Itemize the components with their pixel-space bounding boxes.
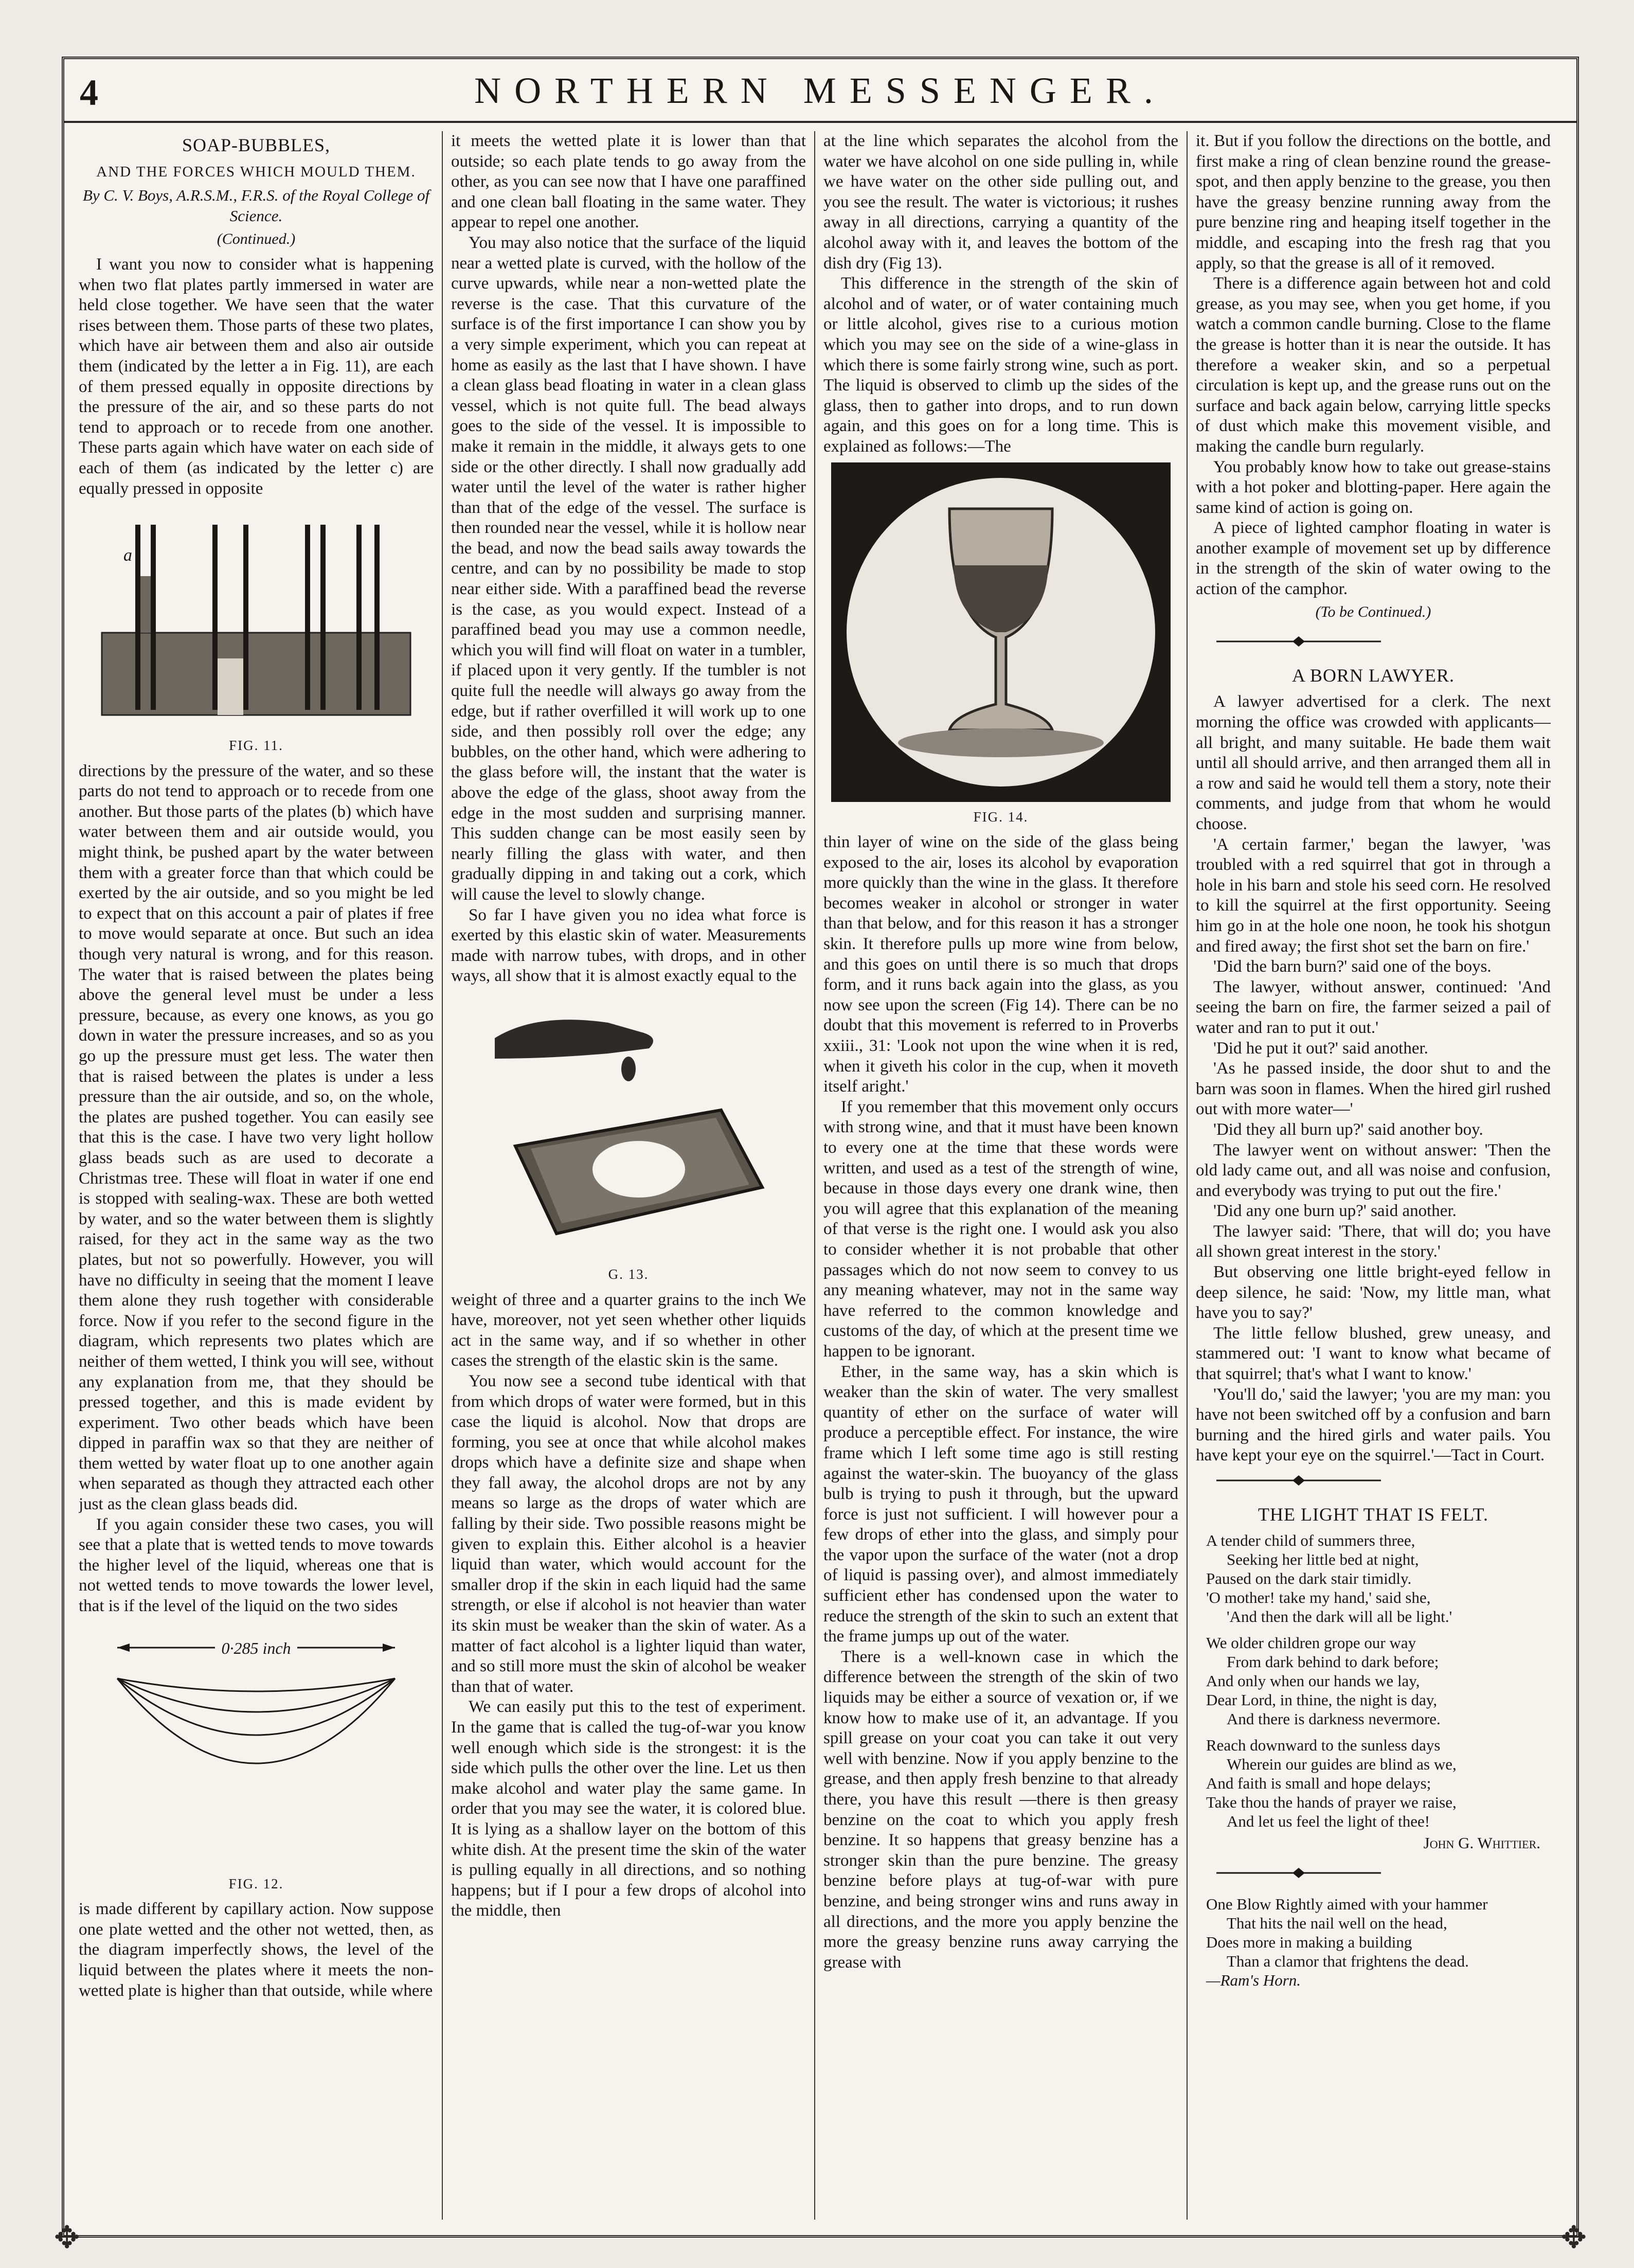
paragraph: A piece of lighted camphor floating in water is another example of movement set up by difference in the strength of the skin of water owing to the action of the camphor. [1196,519,1551,599]
poem-line: Dear Lord, in thine, the night is day, [1206,1691,1438,1709]
column-rule [814,131,815,2220]
paragraph: If you remember that this movement only occurs with strong wine, and that it must have been known to every one at the time that these words were written, and used as a test of the strength of wine, because in those days every one drank wine, then you will agree that this explanation of the meaning of that verse is the right one. I would ask you also to consider whether it is not probable that other passages which do not now seem to convey to us any meaning whatever, may not in the same way have referred to the common knowledge and customs of the day, of which at the present time we happen to be ignorant. [823,1097,1178,1361]
verse-line: Does more in making a building [1206,1933,1412,1952]
verse-source: —Ram's Horn. [1206,1971,1301,1990]
paragraph: You probably know how to take out grease-stains with a hot poker and blotting-paper. Here again the same kind of action is going on. [1196,457,1551,517]
lawyer-paragraph: 'Did any one burn up?' said another. [1213,1202,1457,1221]
fig-14-illustration [831,462,1171,802]
page-number: 4 [80,72,98,113]
article-title: SOAP-BUBBLES, [182,135,331,155]
paragraph: This difference in the strength of the skin of alcohol and of water, or of water containing much or little alcohol, gives rise to a curious motion which you may see on the side of a wine-glass in which there is some fairly strong wine, such as port. The liquid is observed to climb up the sides of the glass, then to gather into drops, and to run down again, and this goes on for a long time. This is explained as follows:—The [823,274,1178,456]
lawyer-paragraph: 'You'll do,' said the lawyer; 'you are my man: you have not been switched off by a confusion and barn burning and the hired girls and water pails. You have kept your eye on the squirrel.'—Tact in Court. [1196,1385,1551,1465]
verse-body [1206,1895,1551,1990]
column-3 [823,131,1178,2220]
paragraph: So far I have given you no idea what force is exerted by this elastic skin of water. Measurements made with narrow tubes, with drops, and in other ways, all show that it is almost exactly equal to the [451,905,806,986]
poem-line: And only when our hands we lay, [1206,1672,1420,1690]
article-byline: By C. V. Boys, A.R.S.M., F.R.S. of the Royal College of Science. [82,186,430,225]
fig-11-label: a [123,546,132,565]
paragraph: is made different by capillary action. Now suppose one plate wetted and the other not wetted, then, as the diagram imperfectly shows, the level of the liquid between the plates where it meets the non-wetted plate is higher than that outside, while where [79,1900,434,2000]
paragraph: There is a well-known case in which the difference between the strength of the skin of two liquids may be either a source of vexation or, if we know how to make use of it, an advantage. If you spill grease on your coat you can take it out very well with benzine. Now if you apply benzine to the grease, and then apply fresh benzine to that already there, you have this result —there is then greasy benzine on the coat to which you apply fresh benzine. It so happens that greasy benzine has a stronger skin than the pure benzine. The greasy benzine before plays at tug-of-war with pure benzine, and being stronger wins and runs away in all directions, and the more you apply benzine the more the greasy benzine runs away carrying the grease with [823,1647,1178,1972]
paragraph: We can easily put this to the test of experiment. In the game that is called the tug-of-war you know well enough which side is the strongest: it is the side which pulls the other over the line. Let us then make alcohol and water play the same game. In order that you may see the water, it is colored blue. It is lying as a shallow layer on the bottom of this white dish. At the present time the skin of the water is pulling equally in all directions, and so nothing happens; but if I pour a few drops of alcohol into the middle, then [451,1698,806,1920]
paragraph: at the line which separates the alcohol from the water we have alcohol on one side pulling in, while we have water on the other side pulling out, and you see the result. The water is victorious; it rushes away in all directions, carrying a quantity of the alcohol away with it, and leaves the bottom of the dish dry (Fig 13). [823,132,1178,273]
poem-line: 'And then the dark will all be light.' [1227,1608,1452,1626]
to-be-continued: (To be Continued.) [1315,603,1431,620]
poem-line: From dark behind to dark before; [1227,1653,1439,1671]
poem-line: And faith is small and hope delays; [1206,1774,1431,1793]
column-rule [442,131,443,2220]
lawyer-paragraph: 'As he passed inside, the door shut to and the barn was soon in flames. When the hired girl rushed out with more water—' [1196,1059,1551,1119]
paragraph: directions by the pressure of the water, and so these parts do not tend to approach or to recede from one another. But those parts of the plates (b) which have water between them and air outside would, you might think, be pushed apart by the water between them with a greater force than that which could be exerted by the air outside, and so you might be led to expect that on this account a pair of plates if free to move would separate at once. But such an idea though very natural is wrong, and for this reason. The water that is raised between the plates being above the general level must be under a less pressure, because, as every one knows, as you go down in water the pressure increases, and so as you go up the pressure must get less. The water then that is raised between the plates is under a less pressure than the air outside, and so, on the whole, the plates are pushed together. You can easily see that this is the case. I have two very light hollow glass beads such as are used to decorate a Christmas tree. These will float in water if one end is stopped with sealing-wax. These are both wetted by water, and so the water between them is slightly raised, for they act in the same way as the two plates, but not so powerfully. However, you will have no difficulty in seeing that the moment I leave them alone they rush together with considerable force. Now if you refer to the second figure in the diagram, which represents two plates which are neither of them wetted, I think you will see, without any explanation from me, that they should be pressed together, and this is made evident by experiment. Two other beads which have been dipped in paraffin wax so that they are neither of them wetted by water float up to one another again when separated as though they attracted each other just as the clean glass beads did. [79,761,434,1514]
verse-line: That hits the nail well on the head, [1227,1914,1447,1933]
paragraph: Ether, in the same way, has a skin which is weaker than the skin of water. The very smallest quantity of ether on the surface of water will produce a perceptible effect. For instance, the wire frame which I left some time ago is still resting against the water-skin. The buoyancy of the glass bulb is trying to push it through, but the upward force is just not sufficient. I will however pour a few drops of ether into the glass, and simply pour the vapor upon the surface of the water (not a drop of liquid is passing over), and almost immediately sufficient ether has condensed upon the water to reduce the strength of the skin to such an extent that the frame jumps up out of the water. [823,1362,1178,1646]
newspaper-page [54,57,1587,2255]
lawyer-paragraph: A lawyer advertised for a clerk. The next morning the office was crowded with applicants—all bright, and many suitable. He bade them wait until all should arrive, and then arranged them all in a row and said he would tell them a story, note their comments, and judge from that whom he would choose. [1196,692,1551,833]
poem-line: 'O mother! take my hand,' said she, [1206,1588,1431,1607]
divider-ornament [1196,1867,1402,1879]
lawyer-paragraph: 'A certain farmer,' began the lawyer, 'was troubled with a red squirrel that got in through a hole in his barn and stole his seed corn. He resolved to kill the squirrel at the first opportunity. Seeing him go in at the hole one noon, he took his shotgun and fired away; the first shot set the barn on fire.' [1196,835,1551,956]
masthead-title: NORTHERN MESSENGER. [474,70,1166,111]
paragraph: thin layer of wine on the side of the glass being exposed to the air, loses its alcohol by evaporation more quickly than the wine in the glass. It therefore becomes weaker in alcohol or stronger in water than that below, and for this reason it has a stronger skin. It therefore pulls up more wine from below, and this goes on until there is so much that drops form, and it runs back again into the glass, as you now see upon the screen (Fig 14). There can be no doubt that this movement is referred to in Proverbs xxiii., 31: 'Look not upon the wine when it is red, when it giveth his color in the cup, when it moveth itself aright.' [823,833,1178,1096]
paragraph: weight of three and a quarter grains to the inch We have, moreover, not yet seen whether other liquids act in the same way, and if so whether in other cases the strength of the elastic skin is the same. [451,1290,806,1370]
paragraph: If you again consider these two cases, you will see that a plate that is wetted tends to move towards the higher level of the liquid, whereas one that is not wetted tends to move towards the lower level, that is if the level of the liquid on the two sides [79,1515,434,1616]
fig-11-illustration [92,504,421,730]
fig-11-caption: FIG. 11. [229,738,283,754]
poem-body [1206,1531,1551,1831]
poem-author: John G. Whittier. [1423,1834,1540,1852]
column-2 [451,131,806,2220]
fig-13-illustration [474,992,783,1259]
verse-line: Than a clamor that frightens the dead. [1227,1952,1469,1971]
paragraph: There is a difference again between hot and cold grease, as you may see, when you get home, if you watch a common candle burning. Close to the flame the grease is hotter than it is near the outside. It has therefore a weaker skin, and so a perpetual circulation is kept up, and the grease runs out on the surface and back again below, carrying little specks of dust which make this movement visible, and making the candle burn regularly. [1196,274,1551,456]
lawyer-paragraph: The lawyer said: 'There, that will do; you have all shown great interest in the story.' [1196,1222,1551,1261]
poem-line: Reach downward to the sunless days [1206,1736,1441,1755]
verse-line: One Blow Rightly aimed with your hammer [1206,1895,1488,1914]
fig-12-measure-label: 0·285 inch [221,1638,291,1657]
poem-line: A tender child of summers three, [1206,1531,1415,1550]
poem-title: THE LIGHT THAT IS FELT. [1258,1504,1488,1525]
fig-14-caption: FIG. 14. [973,809,1029,825]
corner-ornament-icon: ✥ [1560,2221,1587,2255]
divider-ornament [1196,635,1402,648]
lawyer-title: A BORN LAWYER. [1291,665,1455,686]
paragraph: it meets the wetted plate it is lower than that outside; so each plate tends to go away from the other, as you can see now that I have one paraffined and one clean ball floating in the same water. They appear to repel one another. [451,132,806,232]
article-subtitle: AND THE FORCES WHICH MOULD THEM. [96,163,416,180]
fig-13-caption: G. 13. [608,1266,649,1282]
paragraph: You now see a second tube identical with that from which drops of water were formed, but in this case the liquid is alcohol. Now that drops are forming, you see at once that while alcohol makes drops which have a definite size and shape when they fall away, the alcohol drops are not by any means so large as the drops of water which are falling by their side. Two possible reasons might be given to explain this. Either alcohol is a heavier liquid than water, which would account for the smaller drop if the skin in each liquid had the same strength, or else if alcohol is not heavier than water its skin must be weaker than the skin of water. As a matter of fact alcohol is a lighter liquid than water, and so still more must the skin of alcohol be weaker than that of water. [451,1371,806,1696]
poem-line: Seeking her little bed at night, [1227,1550,1419,1569]
column-4 [1196,131,1551,2220]
lawyer-paragraph: The lawyer, without answer, continued: 'And seeing the barn on fire, the farmer seized a pail of water and ran to put it out.' [1196,977,1551,1037]
poem-line: And there is darkness nevermore. [1227,1710,1441,1728]
poem-line: Paused on the dark stair timidly. [1206,1569,1412,1588]
fig-12-diagram [97,1622,416,1869]
lawyer-paragraph: The lawyer went on without answer: 'Then the old lady came out, and all was noise and confusion, and everybody was trying to put out the fire.' [1196,1140,1551,1200]
fig-12-caption: FIG. 12. [228,1876,284,1891]
paragraph: I want you now to consider what is happening when two flat plates partly immersed in water are held close together. We have seen that the water rises between them. Those parts of these two plates, which have air between them and also air outside them (indicated by the letter a in Fig. 11), are each of them pressed equally in opposite directions by the pressure of the air, and so these parts do not tend to approach or to recede from one another. These parts again which have water on each side of each of them (as indicated by the letter c) are equally pressed in opposite [79,255,434,498]
divider-ornament [1196,1474,1402,1487]
poem-line: Take thou the hands of prayer we raise, [1206,1793,1457,1812]
lawyer-paragraph: But observing one little bright-eyed fellow in deep silence, he said: 'Now, my little man, what have you to say?' [1196,1263,1551,1323]
poem-line: And let us feel the light of thee! [1227,1812,1430,1831]
column-rule [1187,131,1188,2220]
continued-note: (Continued.) [217,230,296,248]
lawyer-paragraph: 'Did he put it out?' said another. [1213,1039,1428,1058]
lawyer-paragraph: 'Did the barn burn?' said one of the boys. [1213,957,1492,976]
lawyer-paragraph: The little fellow blushed, grew uneasy, and stammered out: 'I want to know what became of that squirrel; that's what I want to know.' [1196,1324,1551,1384]
paragraph: it. But if you follow the directions on the bottle, and first make a ring of clean benzine round the grease-spot, and then apply benzine to the grease, you then have the greasy benzine running away from the pure benzine ring and heaping itself together in the middle, and escaping into the fresh rag that you apply, so that the grease is all of it removed. [1196,132,1551,273]
poem-line: We older children grope our way [1206,1634,1416,1652]
lawyer-paragraph: 'Did they all burn up?' said another boy. [1213,1120,1483,1139]
poem-line: Wherein our guides are blind as we, [1227,1755,1457,1774]
column-1 [79,131,434,2220]
corner-ornament-icon: ✥ [54,2221,80,2255]
paragraph: You may also notice that the surface of the liquid near a wetted plate is curved, with the hollow of the curve upwards, while near a non-wetted plate the reverse is the case. That this curvature of the surface is of the first importance I can show you by a very simple experiment, which you can repeat at home as easily as the last that I have shown. I have a clean glass bead floating in water in a clean glass vessel, which is not quite full. The bead always goes to the side of the vessel. It is impossible to make it remain in the middle, it always gets to one side or the other directly. I shall now gradually add water until the level of the water is rather higher than that of the edge of the vessel. The surface is then rounded near the vessel, while it is hollow near the bead, and now the bead sails away towards the centre, and can by no possibility be made to stop near either side. With a paraffined bead the reverse is the case, as you would expect. Instead of a paraffined bead you may use a common needle, which you will find will float on water in a tumbler, if placed upon it very gently. If the tumbler is not quite full the needle will always go away from the edge, but if rather overfilled it will work up to one side, and then possibly roll over the edge; any bubbles, on the other hand, which were adhering to the glass before will, the instant that the water is above the edge of the glass, shoot away from the edge in the most sudden and surprising manner. This sudden change can be most easily seen by nearly filling the glass with water, and then gradually dipping in and taking out a cork, which will cause the level to slowly change. [451,233,806,904]
masthead-bar [64,59,1576,123]
